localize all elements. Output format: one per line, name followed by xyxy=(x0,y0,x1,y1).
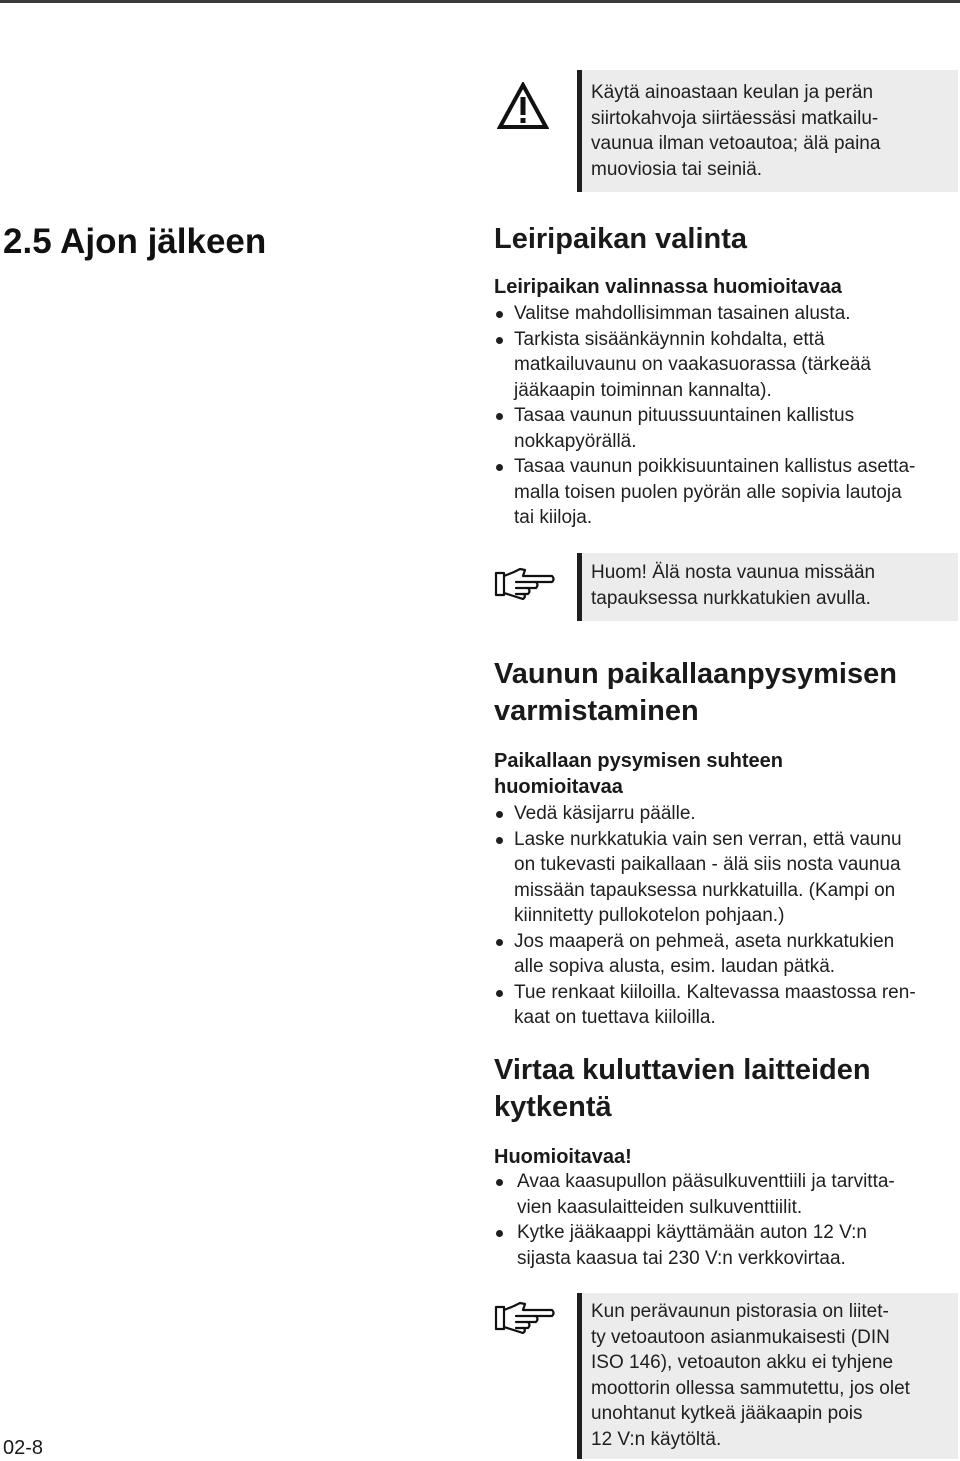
subheading-line: huomioitavaa xyxy=(494,776,623,798)
warning-triangle-icon xyxy=(497,82,549,130)
callout-line: tapauksessa nurkkatukien avulla. xyxy=(591,587,871,609)
list-item-line: kaat on tuettava kiiloilla. xyxy=(514,1007,716,1028)
list-item xyxy=(494,1169,958,1220)
callout-line: ty vetoautoon asianmukaisesti (DIN xyxy=(591,1326,890,1348)
callout-line: Huom! Älä nosta vaunua missään xyxy=(591,562,876,583)
pointing-hand-icon xyxy=(494,566,556,600)
list-item-line: malla toisen puolen pyörän alle sopivia lautoja xyxy=(514,481,902,503)
list-item xyxy=(494,801,956,827)
list-item xyxy=(494,301,958,327)
callout-line: moottorin ollessa sammutettu, jos olet xyxy=(591,1377,910,1399)
list-item-line: Laske nurkkatukia vain sen verran, että vaunu xyxy=(514,828,902,850)
heading-virtaa-kuluttavien xyxy=(494,1052,934,1126)
subheading-huomioitavaa: Huomioitavaa! xyxy=(494,1146,632,1168)
list-item-line: alle sopiva alusta, esim. laudan pätkä. xyxy=(514,956,836,977)
heading-line: varmistaminen xyxy=(494,695,699,727)
list-item-line: nokkapyörällä. xyxy=(514,430,637,452)
note-callout xyxy=(577,1293,958,1459)
list-item xyxy=(494,454,958,531)
note-callout xyxy=(577,553,958,621)
callout-line: unohtanut kytkeä jääkaapin pois xyxy=(591,1403,863,1424)
list-item-line: Tasaa vaunun pituussuuntainen kallistus xyxy=(514,405,855,426)
list-item-line: Tasaa vaunun poikkisuuntainen kallistus asetta- xyxy=(514,456,916,477)
callout-line: siirtokahvoja siirtäessäsi matkailu- xyxy=(591,107,879,129)
list-item-line: sijasta kaasua tai 230 V:n verkkovirtaa. xyxy=(517,1247,846,1269)
callout-line: vaunua ilman vetoautoa; älä paina xyxy=(591,133,881,154)
list-item xyxy=(494,980,956,1031)
heading-line: Virtaa kuluttavien laitteiden xyxy=(494,1054,871,1086)
list-item-line: Vedä käsijarru päälle. xyxy=(514,803,696,824)
list-item xyxy=(494,403,958,454)
list-item-line: matkailuvaunu on vaakasuorassa (tärkeää xyxy=(514,354,871,375)
list-item-line: Tue renkaat kiiloilla. Kaltevassa maastossa ren- xyxy=(514,981,916,1003)
subheading-paikallaan-pysymisen xyxy=(494,748,934,800)
top-rule xyxy=(0,0,960,3)
page-number: 02-8 xyxy=(3,1437,44,1459)
callout-line: Kun perävaunun pistorasia on liitet- xyxy=(591,1301,889,1322)
list-item-line: Kytke jääkaappi käyttämään auton 12 V:n xyxy=(517,1222,867,1243)
heading-leiripaikan-valinta: Leiripaikan valinta xyxy=(494,223,748,255)
callout-line: Käytä ainoastaan keulan ja perän xyxy=(591,82,874,103)
list-item-line: kiinnitetty pullokotelon pohjaan.) xyxy=(514,905,785,926)
callout-line: ISO 146), vetoauton akku ei tyhjene xyxy=(591,1352,894,1373)
list-item-line: on tukevasti paikallaan - älä siis nosta vaunua xyxy=(514,854,901,875)
list-item-line: Valitse mahdollisimman tasainen alusta. xyxy=(514,303,851,324)
heading-line: kytkentä xyxy=(494,1091,612,1123)
list-item-line: Avaa kaasupullon pääsulkuventtiili ja tarvitta- xyxy=(517,1171,895,1192)
heading-line: Vaunun paikallaanpysymisen xyxy=(494,658,897,690)
list-item-line: Jos maaperä on pehmeä, aseta nurkkatukien xyxy=(514,930,895,952)
list-item-line: missään tapauksessa nurkkatuilla. (Kampi on xyxy=(514,879,896,901)
list-item xyxy=(494,1220,958,1271)
subheading-leiripaikan-valinnassa: Leiripaikan valinnassa huomioitavaa xyxy=(494,276,842,298)
list-item xyxy=(494,929,956,980)
list-item xyxy=(494,827,956,929)
callout-line: 12 V:n käytöltä. xyxy=(591,1428,722,1450)
leiripaikka-list xyxy=(494,301,958,531)
list-item-line: jääkaapin toiminnan kannalta). xyxy=(514,379,772,401)
subheading-line: Paikallaan pysymisen suhteen xyxy=(494,750,784,772)
list-item-line: Tarkista sisäänkäynnin kohdalta, että xyxy=(514,328,825,350)
warning-callout xyxy=(577,70,958,192)
section-title: 2.5 Ajon jälkeen xyxy=(3,222,267,261)
pointing-hand-icon xyxy=(494,1300,556,1334)
list-item xyxy=(494,327,958,404)
virta-list xyxy=(494,1169,958,1271)
list-item-line: tai kiiloja. xyxy=(514,507,593,528)
callout-line: muoviosia tai seiniä. xyxy=(591,158,763,180)
heading-vaunun-paikallaanpysyminen xyxy=(494,656,934,730)
paikallaan-list xyxy=(494,801,956,1031)
list-item-line: vien kaasulaitteiden sulkuventtiilit. xyxy=(517,1196,803,1218)
